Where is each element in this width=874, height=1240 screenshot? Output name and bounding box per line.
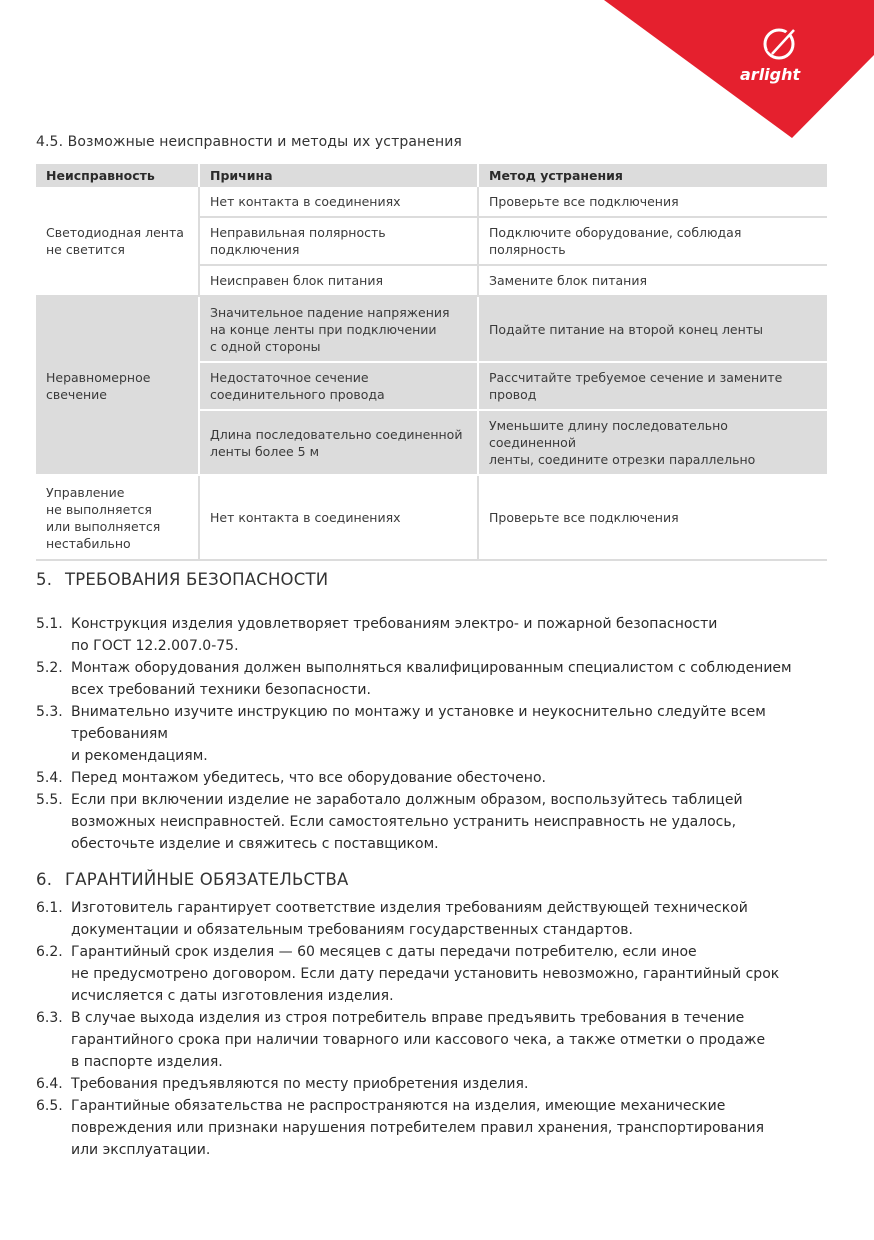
item-text: Гарантийные обязательства не распространяются на изделия, имеющие механические повреждения или признаки нарушения потребителем правил хранения, транспортирования или эксплуатации. — [71, 1098, 765, 1158]
item-text: Требования предъявляются по месту приобретения изделия. — [71, 1076, 529, 1092]
fault-cell: Управление не выполняется или выполняется нестабильно — [36, 475, 199, 560]
section-number: 6. — [36, 870, 53, 889]
item-number: 6.5. — [36, 1098, 63, 1114]
cause-cell: Нет контакта в соединениях — [199, 475, 478, 560]
section-number: 5. — [36, 570, 53, 589]
table-row — [36, 296, 827, 362]
list-item — [36, 767, 836, 789]
item-number: 5.4. — [36, 770, 63, 786]
section-title: ГАРАНТИЙНЫЕ ОБЯЗАТЕЛЬСТВА — [65, 870, 349, 889]
brand-triangle-graphic — [604, 0, 874, 140]
cause-cell: Нет контакта в соединениях — [199, 187, 478, 217]
section-4-5-title: 4.5. Возможные неисправности и методы их устранения — [36, 134, 462, 150]
item-text: Внимательно изучите инструкцию по монтажу и установке и неукоснительно следуйте всем требованиям и рекомендациям. — [71, 704, 766, 764]
section-6-heading — [36, 870, 348, 889]
table-row — [36, 187, 827, 217]
cause-cell: Недостаточное сечение соединительного провода — [199, 362, 478, 410]
item-number: 6.4. — [36, 1076, 63, 1092]
header-cause: Причина — [199, 164, 478, 187]
fault-cell: Неравномерное свечение — [36, 296, 199, 475]
cause-cell: Неправильная полярность подключения — [199, 217, 478, 265]
faults-table — [36, 164, 827, 561]
item-text: В случае выхода изделия из строя потребитель вправе предъявить требования в течение гарантийного срока при наличии товарного или кассового чека, а также отметки о продаже в паспорте изделия. — [71, 1010, 766, 1070]
item-number: 6.3. — [36, 1010, 63, 1026]
cause-cell: Неисправен блок питания — [199, 265, 478, 296]
fix-cell: Подайте питание на второй конец ленты — [478, 296, 827, 362]
logo-wordmark: arlight — [740, 65, 801, 84]
item-number: 5.3. — [36, 704, 63, 720]
list-item — [36, 941, 836, 1007]
item-text: Монтаж оборудования должен выполняться квалифицированным специалистом с соблюдением всех требований техники безопасности. — [71, 660, 792, 698]
header-fault: Неисправность — [36, 164, 199, 187]
header-fix: Метод устранения — [478, 164, 827, 187]
fix-cell: Рассчитайте требуемое сечение и замените провод — [478, 362, 827, 410]
list-item — [36, 613, 836, 657]
item-text: Изготовитель гарантирует соответствие изделия требованиям действующей технической документации и обязательным требованиям государственных стандартов. — [71, 900, 748, 938]
cause-cell: Значительное падение напряжения на конце ленты при подключении с одной стороны — [199, 296, 478, 362]
list-item — [36, 789, 836, 855]
list-item — [36, 1095, 836, 1161]
item-number: 6.2. — [36, 944, 63, 960]
item-number: 5.2. — [36, 660, 63, 676]
item-text: Перед монтажом убедитесь, что все оборудование обесточено. — [71, 770, 546, 786]
list-item — [36, 897, 836, 941]
safety-list — [36, 613, 836, 855]
item-number: 5.5. — [36, 792, 63, 808]
table-row — [36, 475, 827, 560]
item-text: Конструкция изделия удовлетворяет требованиям электро- и пожарной безопасности по ГОСТ 12.2.007.0-75. — [71, 616, 718, 654]
brand-corner — [604, 0, 874, 140]
section-5-heading — [36, 570, 328, 589]
table-header-row — [36, 164, 827, 187]
section-title: ТРЕБОВАНИЯ БЕЗОПАСНОСТИ — [65, 570, 329, 589]
fault-cell: Светодиодная лента не светится — [36, 187, 199, 296]
fix-cell: Уменьшите длину последовательно соединенной ленты, соедините отрезки параллельно — [478, 410, 827, 475]
item-number: 6.1. — [36, 900, 63, 916]
fix-cell: Подключите оборудование, соблюдая полярность — [478, 217, 827, 265]
warranty-list — [36, 897, 836, 1161]
fix-cell: Проверьте все подключения — [478, 187, 827, 217]
item-text: Если при включении изделие не заработало должным образом, воспользуйтесь таблицей возможных неисправностей. Если самостоятельно устранить неисправность не удалось, обесточьте изделие и свяжитесь с поставщиком. — [71, 792, 743, 852]
list-item — [36, 701, 836, 767]
list-item — [36, 1007, 836, 1073]
list-item — [36, 1073, 836, 1095]
fix-cell: Проверьте все подключения — [478, 475, 827, 560]
item-number: 5.1. — [36, 616, 63, 632]
item-text: Гарантийный срок изделия — 60 месяцев с даты передачи потребителю, если иное не предусмотрено договором. Если дату передачи установить невозможно, гарантийный срок исчисляется с даты изготовления изделия. — [71, 944, 780, 1004]
fix-cell: Замените блок питания — [478, 265, 827, 296]
cause-cell: Длина последовательно соединенной ленты более 5 м — [199, 410, 478, 475]
list-item — [36, 657, 836, 701]
